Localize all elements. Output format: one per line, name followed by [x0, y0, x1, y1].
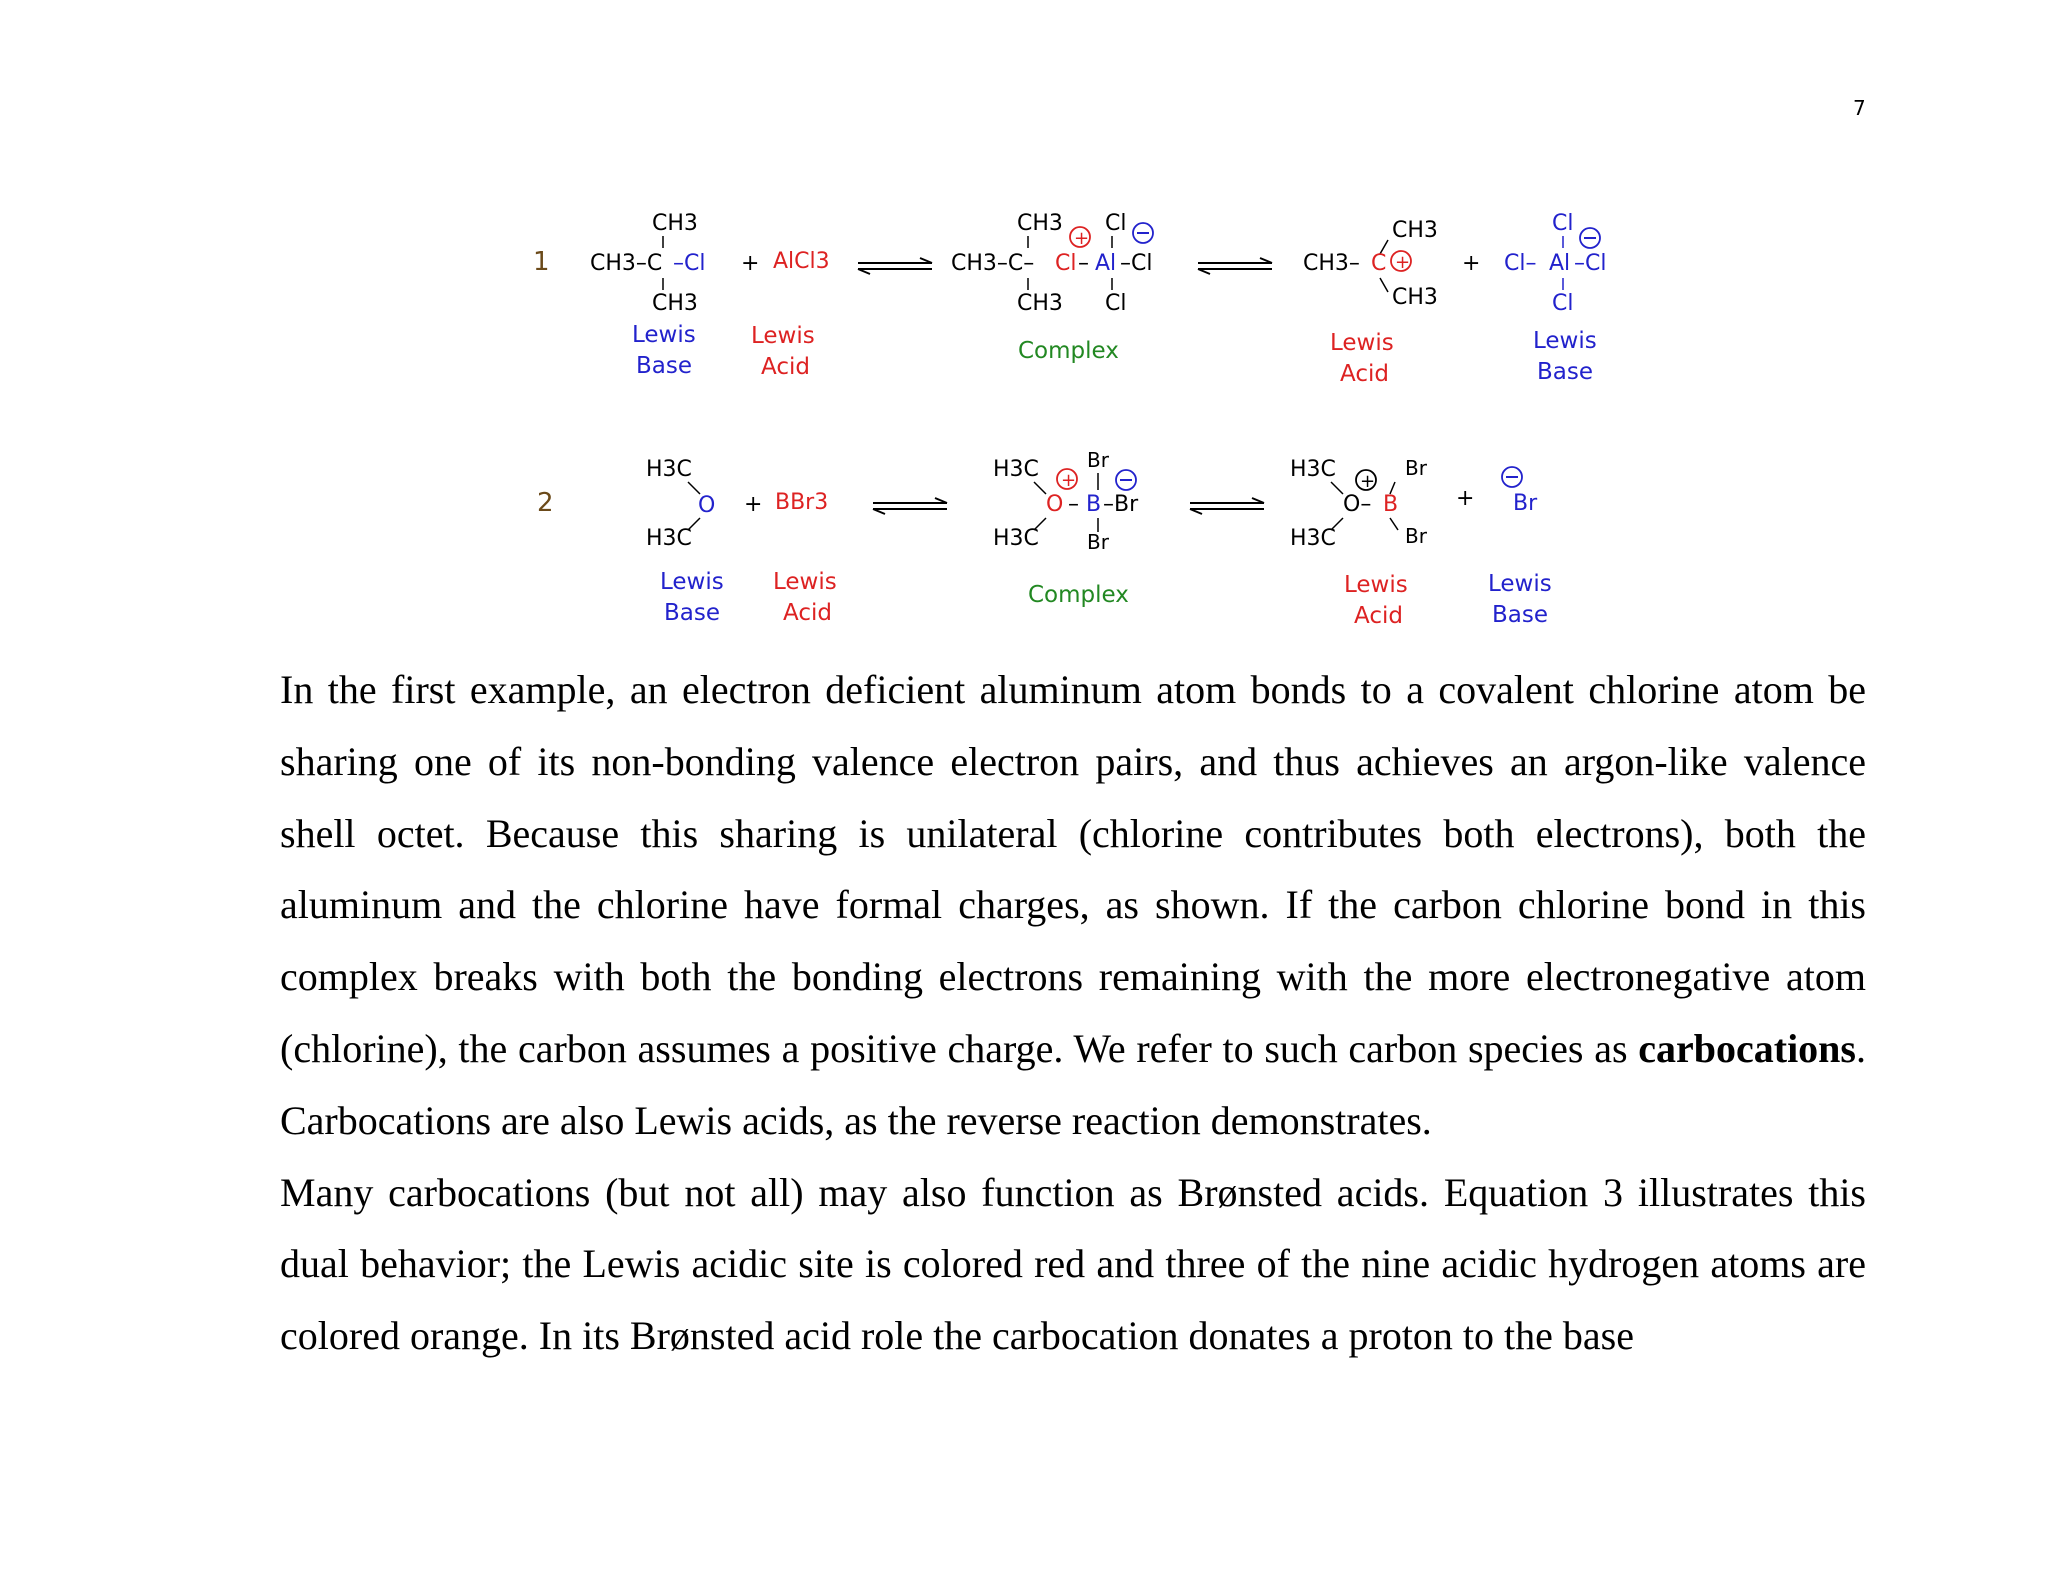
- r2-o: O: [698, 493, 716, 518]
- reactant-tert-butyl-chloride: [590, 211, 705, 379]
- svg-text:+: +: [1360, 471, 1376, 492]
- c1-dash: –: [1078, 251, 1089, 276]
- r2-plus-2: +: [1456, 486, 1475, 511]
- r1-alcl3-label-acid: Acid: [761, 354, 810, 380]
- reaction-figure: [0, 0, 2048, 680]
- c1-top-ch3: CH3: [1017, 211, 1063, 236]
- c2-top-br: Br: [1087, 448, 1109, 472]
- product-oxonium-borane: [1290, 456, 1428, 629]
- reactant-dimethyl-ether: [646, 457, 724, 626]
- p3-bottom-br: Br: [1405, 524, 1427, 548]
- c2-top-h3c: H3C: [993, 457, 1039, 482]
- r1-top-ch3: CH3: [652, 211, 698, 236]
- r1-mid-left: CH3–C: [590, 251, 663, 276]
- c2-bottom-h3c: H3C: [993, 526, 1039, 551]
- p1-bottom-ch3: CH3: [1392, 285, 1438, 310]
- p3-bottom-h3c: H3C: [1290, 526, 1336, 551]
- p1-label-lewis: Lewis: [1330, 330, 1394, 356]
- r1-label-base: Base: [636, 353, 693, 379]
- c2-dash: –: [1068, 492, 1079, 517]
- r2-bottom-h3c: H3C: [646, 526, 692, 551]
- r1-plus-1: +: [741, 251, 760, 276]
- body-text: [280, 654, 1866, 1372]
- p4-label-lewis: Lewis: [1488, 571, 1552, 597]
- p1-c: C: [1371, 251, 1387, 276]
- svg-text:+: +: [1061, 470, 1077, 491]
- reaction-1-number: 1: [533, 247, 550, 277]
- r2-top-h3c: H3C: [646, 457, 692, 482]
- c1-label: Complex: [1018, 338, 1119, 364]
- r2-plus-1: +: [744, 492, 763, 517]
- p2-left: Cl–: [1504, 251, 1537, 276]
- c2-right: –Br: [1103, 492, 1139, 517]
- c1-al: Al: [1095, 251, 1117, 276]
- r1-mid-cl: –Cl: [673, 251, 706, 276]
- c1-cl: Cl: [1055, 251, 1077, 276]
- p3-top-h3c: H3C: [1290, 457, 1336, 482]
- p1-label-acid: Acid: [1340, 361, 1389, 387]
- r1-alcl3: AlCl3: [773, 249, 830, 274]
- c2-b: B: [1086, 492, 1102, 517]
- c2-bottom-br: Br: [1087, 530, 1109, 554]
- p3-o: O–: [1343, 492, 1372, 517]
- r2-label-lewis: Lewis: [660, 569, 724, 595]
- r1-equilibrium-arrow-2: [1198, 258, 1272, 274]
- paragraph-1-text: In the first example, an electron deficient aluminum atom bonds to a covalent chlorine atom be sharing one of its non-bonding valence electron pairs, and thus achieves an argon-like valence shell octet. Because this sharing is unilateral (chlorine contributes both electrons), both the aluminum and the chlorine have formal charges, as shown. If the carbon chlorine bond in this complex breaks with both the bonding electrons remaining with the more electronegative atom (chlorine), the carbon assumes a positive charge. We refer to such carbon species as: [280, 667, 1866, 1071]
- reactant-bbr3: [773, 490, 837, 626]
- r1-plus-2: +: [1462, 251, 1481, 276]
- complex-2: [993, 448, 1139, 608]
- r2-bbr3-label-lewis: Lewis: [773, 569, 837, 595]
- c2-label: Complex: [1028, 582, 1129, 608]
- p3-b: B: [1383, 492, 1399, 517]
- c1-bottom-cl: Cl: [1105, 291, 1127, 316]
- svg-text:+: +: [1395, 252, 1411, 273]
- r1-alcl3-label-lewis: Lewis: [751, 323, 815, 349]
- p2-top-cl: Cl: [1552, 211, 1574, 236]
- p2-right: –Cl: [1574, 251, 1607, 276]
- product-carbocation: [1303, 218, 1438, 387]
- c2-o: O: [1046, 492, 1064, 517]
- p3-label-acid: Acid: [1354, 603, 1403, 629]
- r1-bottom-ch3: CH3: [652, 291, 698, 316]
- p2-label-lewis: Lewis: [1533, 328, 1597, 354]
- svg-text:+: +: [1074, 228, 1090, 249]
- p3-top-br: Br: [1405, 456, 1427, 480]
- p3-label-lewis: Lewis: [1344, 572, 1408, 598]
- complex-1: [951, 211, 1153, 364]
- r2-bbr3-label-acid: Acid: [783, 600, 832, 626]
- r2-label-base: Base: [664, 600, 721, 626]
- r2-bbr3: BBr3: [775, 490, 829, 515]
- reactant-alcl3: [751, 249, 830, 380]
- term-carbocations: carbocations: [1638, 1025, 1856, 1071]
- p4-br: Br: [1513, 491, 1538, 516]
- paragraph-1: [280, 654, 1866, 1157]
- paragraph-2: Many carbocations (but not all) may also function as Brønsted acids. Equation 3 illustrates this dual behavior; the Lewis acidic site is colored red and three of the nine acidic hydrogen atoms are colored orange. In its Brønsted acid role the carbocation donates a proton to the base: [280, 1169, 1866, 1359]
- c1-bottom-ch3: CH3: [1017, 291, 1063, 316]
- paragraph-1-end: . Carbocations are also Lewis acids, as the reverse reaction demonstrates.: [280, 1025, 1866, 1143]
- p1-top-ch3: CH3: [1392, 218, 1438, 243]
- page-number: 7: [1853, 96, 1866, 120]
- r1-label-lewis: Lewis: [632, 322, 696, 348]
- p2-label-base: Base: [1537, 359, 1594, 385]
- p1-left: CH3–: [1303, 251, 1360, 276]
- c1-top-cl: Cl: [1105, 211, 1127, 236]
- product-alcl4: [1504, 211, 1606, 385]
- r2-equilibrium-arrow-1: [873, 498, 947, 514]
- c1-left: CH3–C–: [951, 251, 1035, 276]
- p2-bottom-cl: Cl: [1552, 291, 1574, 316]
- r2-equilibrium-arrow-2: [1190, 498, 1264, 514]
- product-bromide: [1488, 467, 1552, 628]
- r1-equilibrium-arrow-1: [858, 258, 932, 274]
- reaction-2-number: 2: [537, 488, 554, 518]
- p2-al: Al: [1549, 251, 1571, 276]
- p4-label-base: Base: [1492, 602, 1549, 628]
- c1-right: –Cl: [1120, 251, 1153, 276]
